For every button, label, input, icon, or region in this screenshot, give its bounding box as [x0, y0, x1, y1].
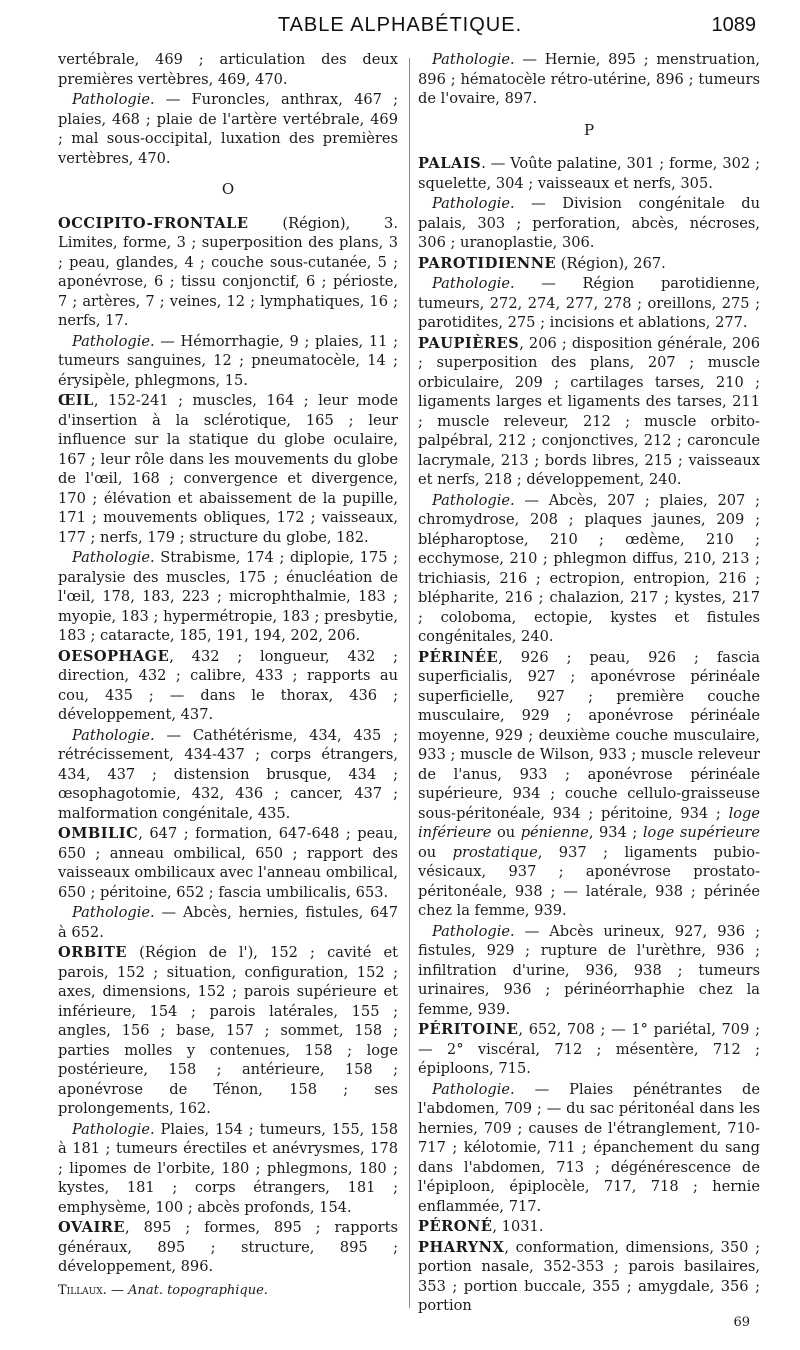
index-entry: PHARYNX, conformation, dimensions, 350 ; portion nasale, 352-353 ; parois basilaires, 353 ; portion buccale, 355 ; amygdale, 356 ; portion: [418, 1238, 760, 1314]
footer-author: Tillaux.: [58, 1282, 107, 1298]
index-entry: PALAIS. — Voûte palatine, 301 ; forme, 302 ; squelette, 304 ; vaisseaux et nerfs, 305.: [418, 155, 760, 192]
section-letter: O: [221, 180, 235, 198]
right-column: [418, 50, 760, 1332]
signature-mark: 69: [733, 1314, 750, 1330]
running-title: TABLE ALPHABÉTIQUE.: [277, 14, 523, 36]
pathology-subentry: Pathologie. — Région parotidienne, tumeurs, 272, 274, 277, 278 ; oreillons, 275 ; parotidites, 275 ; incisions et ablations, 277.: [418, 275, 760, 331]
index-entry: ORBITE (Région de l'), 152 ; cavité et parois, 152 ; situation, configuration, 152 ; axes, dimensions, 152 ; parois supérieure et inférieure, 154 ; parois latérales, 155 ; angles, 156 ; base, 157 ; sommet, 158 ; parties molles y contenues, 158 ; loge postérieure, 158 ; antérieure, 158 ; aponévrose de Ténon, 158 ; ses prolongements, 162.: [58, 944, 398, 1117]
page-number: 1089: [711, 14, 756, 36]
pathology-subentry: Pathologie. — Furoncles, anthrax, 467 ; plaies, 468 ; plaie de l'artère vertébrale, 469 ; mal sous-occipital, luxation des premières vertèbres, 470.: [58, 91, 398, 167]
index-entry: ŒIL, 152-241 ; muscles, 164 ; leur mode d'insertion à la sclérotique, 165 ; leur influence sur la statique du globe oculaire, 167 ; leur rôle dans les mouvements du globe de l'œil, 168 ; convergence et divergence, 170 ; élévation et abaissement de la pupille, 171 ; mouvements obliques, 172 ; vaisseaux, 177 ; nerfs, 179 ; structure du globe, 182.: [58, 392, 398, 546]
section-letter: P: [583, 120, 595, 139]
pathology-subentry: Pathologie. — Cathétérisme, 434, 435 ; rétrécissement, 434-437 ; corps étrangers, 434, 437 ; distension brusque, 434 ; œsophagotomie, 432, 436 ; cancer, 437 ; malformation congénitale, 435.: [58, 726, 398, 822]
pathology-subentry: Pathologie. — Abcès, 207 ; plaies, 207 ; chromydrose, 208 ; plaques jaunes, 209 ; blépharoptose, 210 ; œdème, 210 ; ecchymose, 210 ; phlegmon diffus, 210, 213 ; trichiasis, 216 ; ectropion, entropion, 216 ; blépharite, 216 ; chalazion, 217 ; kystes, 217 ; coloboma, ectopie, kystes et fistules congénitales, 240.: [418, 491, 760, 645]
index-entry: OCCIPITO-FRONTALE (Région), 3. Limites, forme, 3 ; superposition des plans, 3 ; peau, glandes, 4 ; couche sous-cutanée, 5 ; aponévrose, 6 ; tissu conjonctif, 6 ; périoste, 7 ; artères, 7 ; veines, 12 ; lymphatiques, 16 ; nerfs, 17.: [58, 214, 398, 329]
index-entry: PÉRONÉ, 1031.: [418, 1218, 544, 1235]
index-entry: PÉRITOINE, 652, 708 ; — 1° pariétal, 709 ; — 2° viscéral, 712 ; mésentère, 712 ; épiploons, 715.: [418, 1021, 760, 1077]
footer-work-title: Anat. topographique.: [128, 1282, 268, 1298]
index-entry: OMBILIC, 647 ; formation, 647-648 ; peau, 650 ; anneau ombilical, 650 ; rapport des vaisseaux ombilicaux avec l'anneau ombilical, 650 ; péritoine, 652 ; fascia umbilicalis, 653.: [58, 825, 398, 901]
pathology-subentry: Pathologie. Strabisme, 174 ; diplopie, 175 ; paralysie des muscles, 175 ; énucléation de l'œil, 178, 183, 223 ; microphthalmie, 183 ; myopie, 183 ; hypermétropie, 183 ; presbytie, 183 ; cataracte, 185, 191, 194, 202, 206.: [58, 549, 398, 644]
index-entry: PAUPIÈRES, 206 ; disposition générale, 206 ; superposition des plans, 207 ; muscle orbiculaire, 209 ; cartilages tarses, 210 ; ligaments larges et ligaments des tarses, 211 ; muscle releveur, 212 ; muscle orbito-palpébral, 212 ; conjonctives, 212 ; caroncule lacrymale, 213 ; bords libres, 215 ; vaisseaux et nerfs, 218 ; développement, 240.: [418, 334, 760, 488]
column-divider: [409, 58, 410, 1308]
index-entry: vertébrale, 469 ; articulation des deux premières vertèbres, 469, 470.: [58, 51, 398, 88]
page-footer: Tillaux. — Anat. topographique.: [58, 1282, 268, 1298]
index-entry: PAROTIDIENNE (Région), 267.: [418, 254, 666, 272]
index-entry: OESOPHAGE, 432 ; longueur, 432 ; direction, 432 ; calibre, 433 ; rapports au cou, 435 ; — dans le thorax, 436 ; développement, 437.: [58, 647, 398, 723]
pathology-subentry: Pathologie. — Abcès, hernies, fistules, 647 à 652.: [58, 904, 398, 941]
pathology-subentry: Pathologie. — Division congénitale du palais, 303 ; perforation, abcès, nécroses, 306 ; uranoplastie, 306.: [418, 195, 760, 251]
pathology-subentry: Pathologie. Plaies, 154 ; tumeurs, 155, 158 à 181 ; tumeurs érectiles et anévrysmes, 178 ; lipomes de l'orbite, 180 ; phlegmons, 180 ; kystes, 181 ; corps étrangers, 181 ; emphysème, 100 ; abcès profonds, 154.: [58, 1120, 398, 1216]
pathology-subentry: Pathologie. — Abcès urineux, 927, 936 ; fistules, 929 ; rupture de l'urèthre, 936 ; infiltration d'urine, 936, 938 ; tumeurs urinaires, 936 ; périnéorrhaphie chez la femme, 939.: [418, 922, 760, 1018]
pathology-subentry: Pathologie. — Hernie, 895 ; menstruation, 896 ; hématocèle rétro-utérine, 896 ; tumeurs de l'ovaire, 897.: [418, 51, 760, 107]
left-column: [58, 50, 398, 1300]
pathology-subentry: Pathologie. — Plaies pénétrantes de l'abdomen, 709 ; — du sac péritonéal dans les hernies, 709 ; causes de l'étranglement, 710-717 ; kélotomie, 711 ; épanchement du sang dans l'abdomen, 713 ; dégénérescence de l'épiploon, épiplocèle, 717, 718 ; hernie enflammée, 717.: [418, 1080, 760, 1215]
page-header: [0, 14, 800, 54]
index-entry: OVAIRE, 895 ; formes, 895 ; rapports généraux, 895 ; structure, 895 ; développement, 896.: [58, 1219, 398, 1275]
index-entry: PÉRINÉE, 926 ; peau, 926 ; fascia superficialis, 927 ; aponévrose périnéale superficielle, 927 ; première couche musculaire, 929 ; aponévrose périnéale moyenne, 929 ; deuxième couche musculaire, 933 ; muscle de Wilson, 933 ; muscle releveur de l'anus, 933 ; aponévrose périnéale supérieure, 934 ; couche cellulo-graisseuse sous-péritonéale, 934 ; péritoine, 934 ; loge inférieure ou pénienne, 934 ; loge supérieure ou prostatique, 937 ; ligaments pubio-vésicaux, 937 ; aponévrose prostato-péritonéale, 938 ; — latérale, 938 ; périnée chez la femme, 939.: [418, 648, 760, 919]
pathology-subentry: Pathologie. — Hémorrhagie, 9 ; plaies, 11 ; tumeurs sanguines, 12 ; pneumatocèle, 14 ; érysipèle, phlegmons, 15.: [58, 332, 398, 389]
